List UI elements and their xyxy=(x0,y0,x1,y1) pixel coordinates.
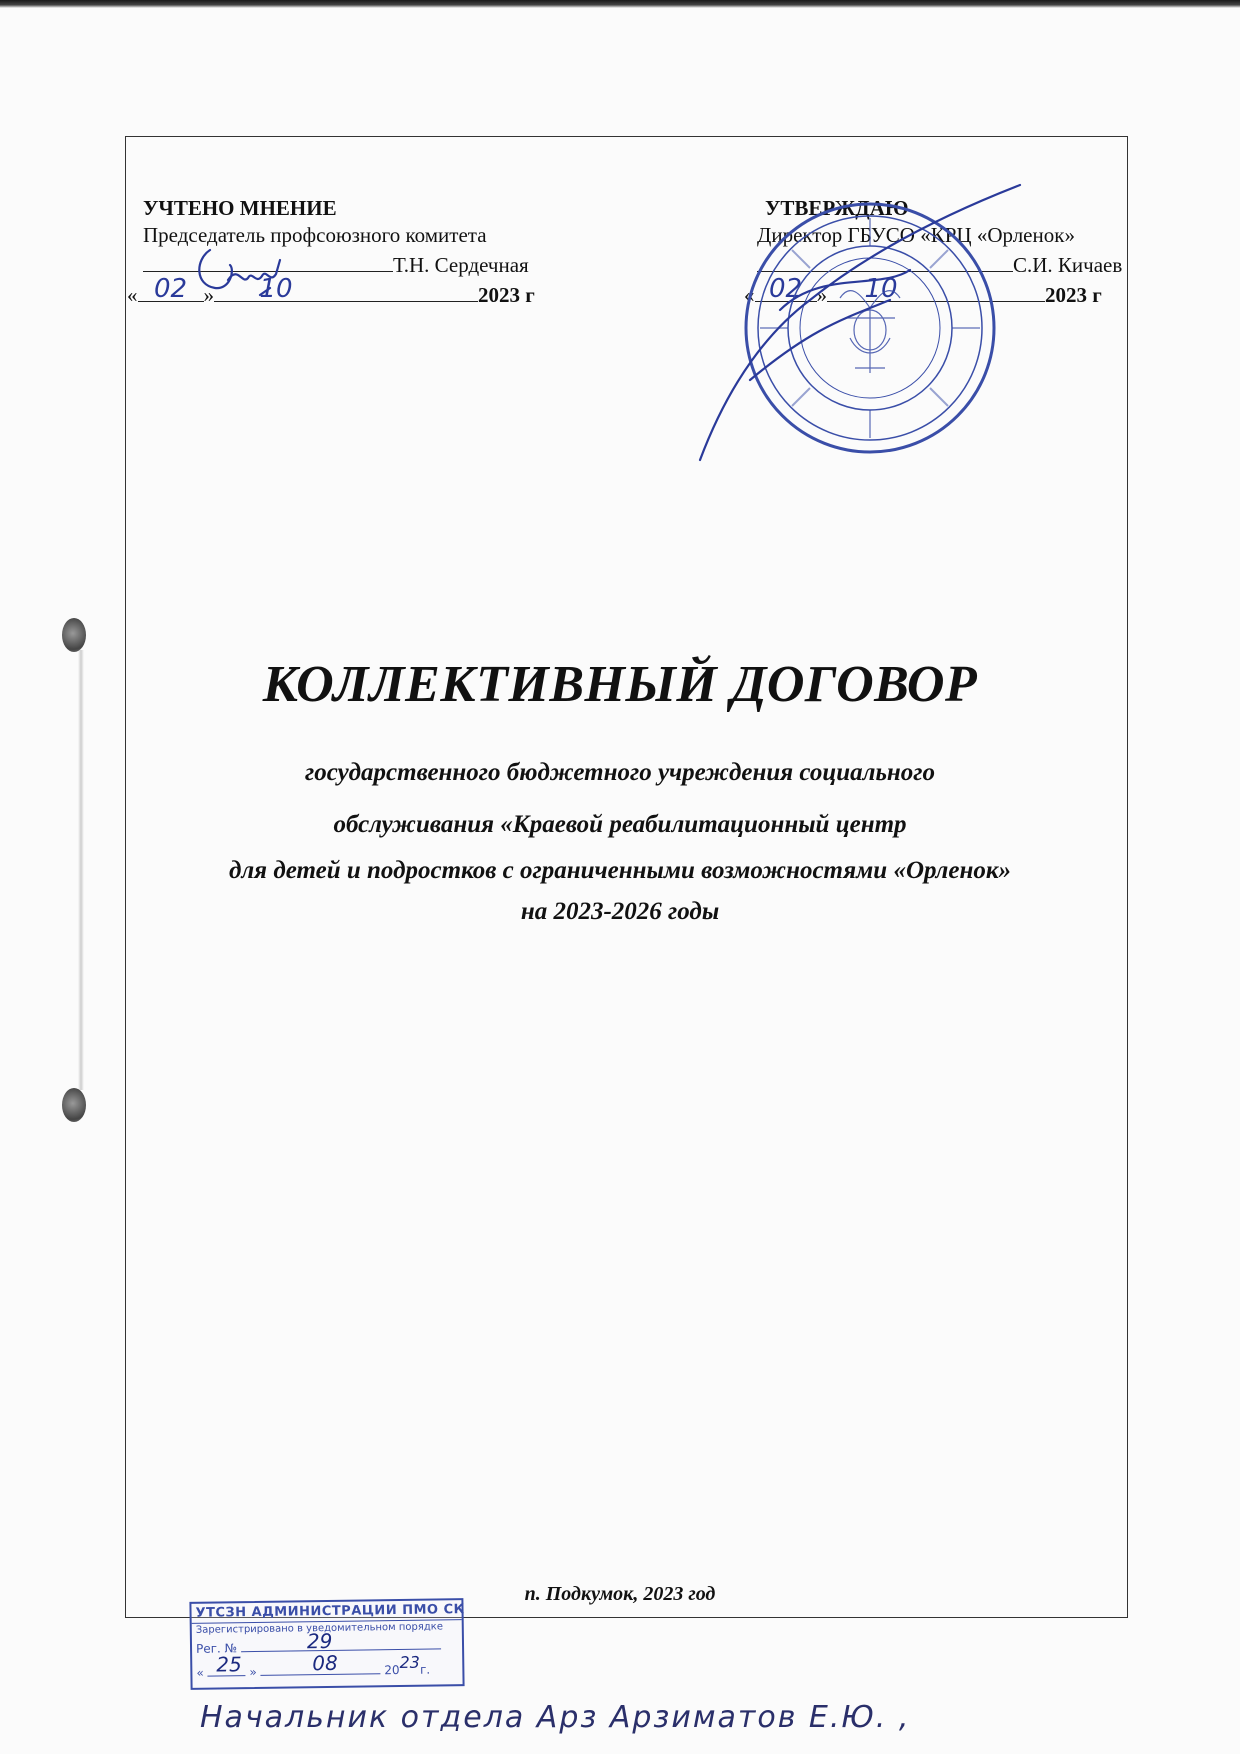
document-subtitle xyxy=(0,747,1240,933)
registration-stamp xyxy=(189,1598,464,1690)
subtitle-line-2: обслуживания «Краевой реабилитационный центр xyxy=(333,811,907,838)
right-heading: УТВЕРЖДАЮ xyxy=(765,196,909,220)
left-heading: УЧТЕНО МНЕНИЕ xyxy=(143,196,337,220)
right-position: Директор ГБУСО «КРЦ «Орленок» xyxy=(757,223,1075,247)
subtitle-line-4: на 2023-2026 годы xyxy=(520,898,720,925)
reg-day-handwritten: 25 xyxy=(216,1652,242,1677)
document-title: КОЛЛЕКТИВНЫЙ ДОГОВОР xyxy=(262,656,978,713)
scan-top-edge xyxy=(0,0,1240,8)
right-name: С.И. Кичаев xyxy=(1013,253,1123,277)
reg-year-prefix: 20 xyxy=(384,1662,400,1678)
handwritten-official-note: Начальник отдела Арз Арзиматов Е.Ю. , xyxy=(200,1700,911,1735)
chairman-signature xyxy=(190,240,300,300)
reg-quote-close: » xyxy=(249,1664,257,1680)
binding-hole-top xyxy=(62,618,86,652)
reg-year-handwritten: 23 xyxy=(399,1652,421,1672)
reg-month-handwritten: 08 xyxy=(312,1650,338,1676)
left-position: Председатель профсоюзного комитета xyxy=(143,223,487,247)
subtitle-line-3: для детей и подростков с ограниченными возможностями «Орленок» xyxy=(228,857,1012,884)
left-year: 2023 г xyxy=(478,283,535,307)
left-date-row xyxy=(127,274,535,309)
right-quote-open: « xyxy=(744,283,755,307)
reg-stamp-date-row xyxy=(192,1650,462,1685)
left-name: Т.Н. Сердечная xyxy=(393,253,529,277)
reg-quote-open: « xyxy=(196,1665,204,1680)
reg-number-handwritten: 29 xyxy=(306,1628,333,1654)
reg-number-line xyxy=(241,1634,441,1652)
binding-hole-bottom xyxy=(62,1088,86,1122)
left-month-handwritten: 10 xyxy=(259,274,293,304)
place-and-year: п. Подкумок, 2023 год xyxy=(524,1583,716,1605)
right-year: 2023 г xyxy=(1045,283,1102,307)
reg-stamp-notice: Зарегистрировано в уведомительном порядке xyxy=(195,1621,444,1636)
left-day-handwritten: 02 xyxy=(153,274,188,304)
reg-stamp-authority: УТСЗН АДМИНИСТРАЦИИ ПМО СК xyxy=(191,1600,461,1624)
right-quote-close: » xyxy=(816,283,827,307)
subtitle-line-1: государственного бюджетного учреждения социального xyxy=(304,759,936,786)
right-month-handwritten: 10 xyxy=(864,274,898,304)
reg-year-unit: г. xyxy=(419,1662,431,1677)
director-signature xyxy=(690,180,1070,470)
right-day-handwritten: 02 xyxy=(768,274,803,304)
left-quote-close: » xyxy=(203,283,214,307)
reg-number-label: Рег. № xyxy=(195,1641,238,1656)
left-quote-open: « xyxy=(127,283,138,307)
